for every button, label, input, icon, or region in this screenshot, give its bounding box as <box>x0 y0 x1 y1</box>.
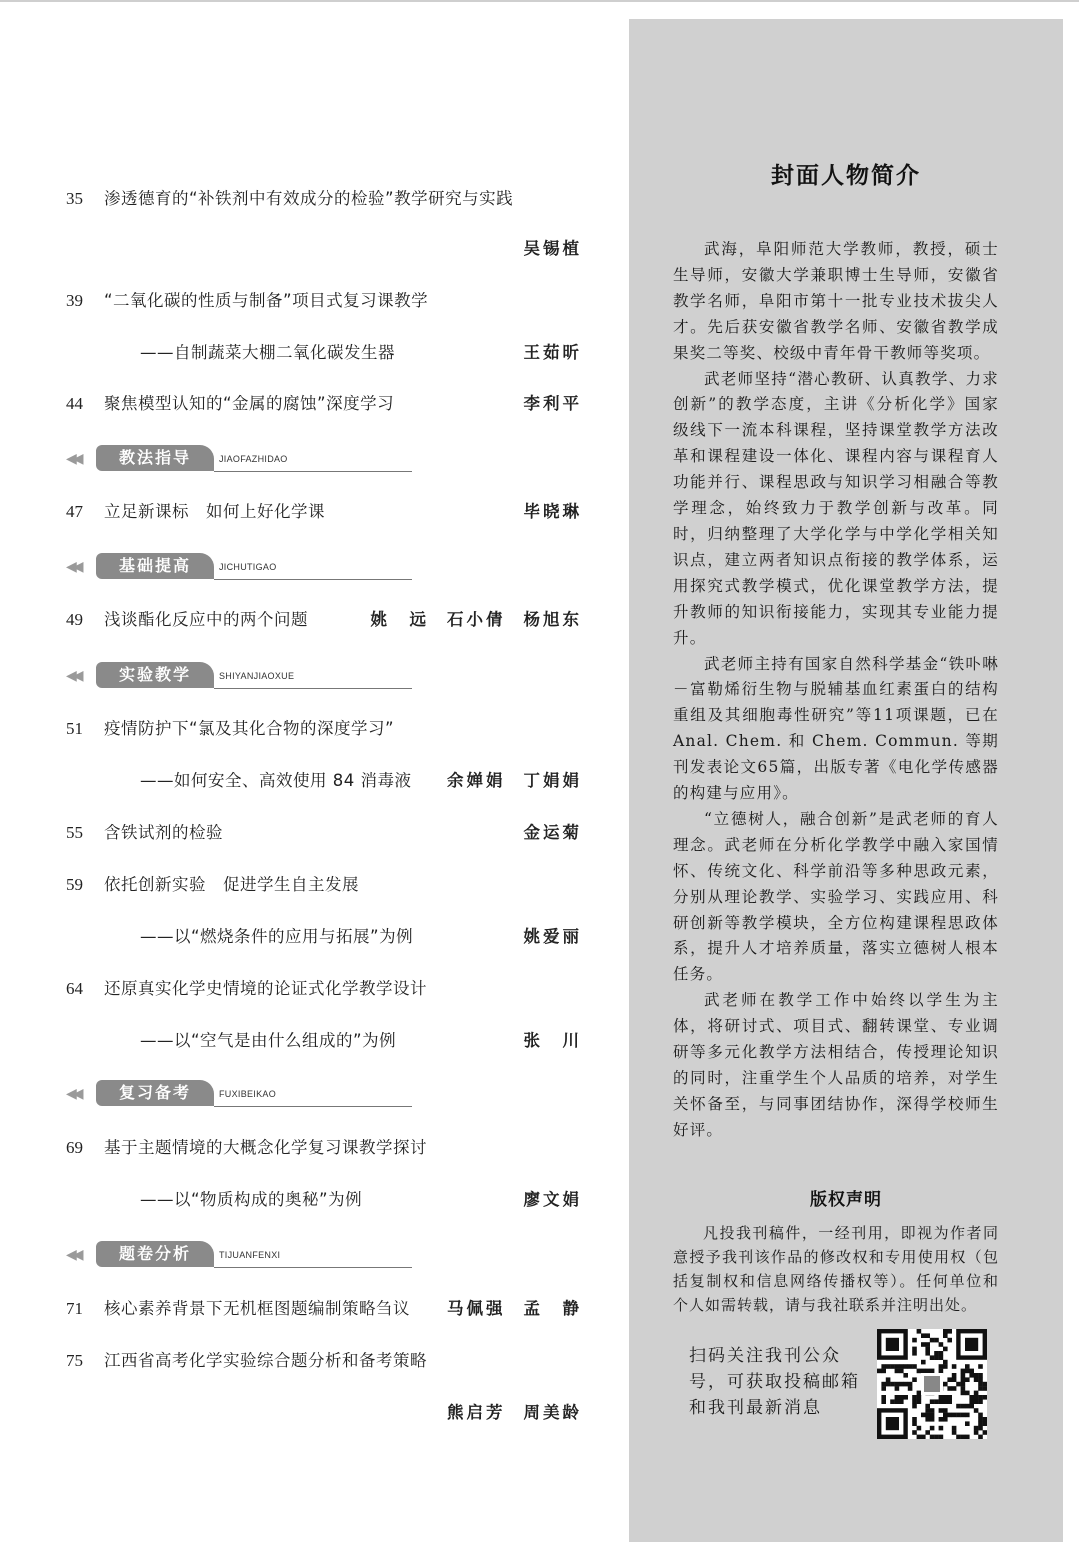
article-subtitle: ——以“空气是由什么组成的”为例 <box>140 1031 397 1050</box>
author-name: 熊启芳 <box>447 1403 506 1422</box>
toc-row[interactable] <box>66 605 586 635</box>
author-name: 廖文娟 <box>523 1190 582 1209</box>
double-arrow-icon: ◀◀ <box>66 1247 80 1263</box>
section-label: 实验教学 <box>96 662 214 688</box>
page-number: 64 <box>66 979 83 998</box>
page-number: 75 <box>66 1351 83 1370</box>
section-pinyin: JIAOFAZHIDAO <box>219 454 288 464</box>
section-rule <box>214 579 412 580</box>
bio-paragraph: “立德树人，融合创新”是武老师的育人理念。武老师在分析化学教学中融入家国情怀、传统文化、科学前沿等多种思政元素，分别从理论教学、实验学习、实践应用、科研创新等教学模块，全方位构建课程思政体系，提升人才培养质量，落实立德树人根本任务。 <box>673 809 999 984</box>
page-number: 55 <box>66 823 83 842</box>
section-rule <box>214 1106 412 1107</box>
article-title[interactable]: 渗透德育的“补铁剂中有效成分的检验”教学研究与实践 <box>104 189 514 208</box>
page-number: 51 <box>66 719 83 738</box>
page-number: 59 <box>66 875 83 894</box>
toc-row[interactable] <box>66 1294 586 1324</box>
section-pinyin: JICHUTIGAO <box>219 562 277 572</box>
section-label: 复习备考 <box>96 1080 214 1106</box>
toc-row[interactable] <box>66 766 586 796</box>
article-title[interactable]: “二氧化碳的性质与制备”项目式复习课教学 <box>104 291 429 310</box>
page-number: 49 <box>66 610 83 629</box>
double-arrow-icon: ◀◀ <box>66 451 80 467</box>
page-number: 39 <box>66 291 83 310</box>
author-name: 孟 静 <box>523 1299 582 1318</box>
article-authors <box>353 605 583 635</box>
author-name: 毕晓琳 <box>523 502 582 521</box>
toc-row[interactable] <box>66 389 586 419</box>
author-name: 张 川 <box>523 1031 582 1050</box>
bio-paragraph: 武老师主持有国家自然科学基金“铁卟啉－富勒烯衍生物与脱辅基血红素蛋白的结构重组及其细胞毒性研究”等11项课题，已在 Anal. Chem. 和 Chem. Commun. 等期刊发表论文65篇，出版专著《电化学传感器的构建与应用》。 <box>673 654 999 803</box>
section-header <box>66 1241 412 1271</box>
page-number: 35 <box>66 189 83 208</box>
author-name: 余婵娟 <box>447 771 506 790</box>
author-name: 周美龄 <box>523 1403 582 1422</box>
toc-row[interactable] <box>66 818 586 848</box>
author-name: 王茹昕 <box>523 343 582 362</box>
article-subtitle: ——以“物质构成的奥秘”为例 <box>140 1190 363 1209</box>
cover-person-sidebar <box>629 19 1063 1542</box>
article-title[interactable]: 立足新课标 如何上好化学课 <box>104 502 325 521</box>
section-label: 题卷分析 <box>96 1241 214 1267</box>
article-title[interactable]: 核心素养背景下无机框图题编制策略刍议 <box>104 1299 410 1318</box>
article-authors <box>429 1294 582 1324</box>
toc-row[interactable] <box>66 338 586 368</box>
double-arrow-icon: ◀◀ <box>66 1086 80 1102</box>
section-rule <box>214 471 412 472</box>
bio-paragraph: 武老师在教学工作中始终以学生为主体，将研讨式、项目式、翻转课堂、专业调研等多元化教学方法相结合，传授理论知识的同时，注重学生个人品质的培养，对学生关怀备至，与同事团结协作，深得学校师生好评。 <box>673 991 999 1139</box>
author-name: 姚 远 <box>370 610 429 629</box>
author-name: 马佩强 <box>447 1299 506 1318</box>
page-number: 69 <box>66 1138 83 1157</box>
article-title[interactable]: 依托创新实验 促进学生自主发展 <box>104 875 359 894</box>
article-authors <box>429 766 582 796</box>
article-subtitle: ——自制蔬菜大棚二氧化碳发生器 <box>140 343 395 362</box>
section-header <box>66 445 412 475</box>
section-pinyin: FUXIBEIKAO <box>219 1089 277 1099</box>
page-number: 47 <box>66 502 83 521</box>
section-header <box>66 662 412 692</box>
toc-row[interactable] <box>66 870 586 900</box>
author-name: 姚爱丽 <box>523 927 582 946</box>
article-title[interactable]: 浅谈酯化反应中的两个问题 <box>104 610 308 629</box>
article-authors <box>506 234 583 264</box>
section-header <box>66 1080 412 1110</box>
article-authors <box>429 1398 582 1428</box>
section-header <box>66 553 412 583</box>
section-pinyin: TIJUANFENXI <box>219 1250 281 1260</box>
author-name: 丁娟娟 <box>523 771 582 790</box>
article-authors <box>506 338 583 368</box>
article-subtitle: ——如何安全、高效使用 84 消毒液 <box>140 771 412 790</box>
article-authors <box>506 1185 583 1215</box>
double-arrow-icon: ◀◀ <box>66 668 80 684</box>
article-authors <box>506 389 583 419</box>
article-subtitle: ——以“燃烧条件的应用与拓展”为例 <box>140 927 414 946</box>
toc-row[interactable] <box>66 286 586 316</box>
author-name: 李利平 <box>523 394 582 413</box>
article-authors <box>506 922 583 952</box>
toc-row[interactable] <box>66 1185 586 1215</box>
article-title[interactable]: 疫情防护下“氯及其化合物的深度学习” <box>104 719 395 738</box>
qr-code-icon[interactable] <box>877 1329 987 1439</box>
section-label: 教法指导 <box>96 445 214 471</box>
article-title[interactable]: 基于主题情境的大概念化学复习课教学探讨 <box>104 1138 427 1157</box>
toc-row[interactable] <box>66 1346 586 1376</box>
bio-paragraph: 武老师坚持“潜心教研、认真教学、力求创新”的教学态度，主讲《分析化学》国家级线下一流本科课程，坚持课堂教学方法改革和课程建设一体化、课程内容与课程育人功能并行、课程思政与知识学习相融合等教学理念，始终致力于教学创新与改革。同时，归纳整理了大学化学与中学化学相关知识点，建立两者知识点衔接的教学体系，运用探究式教学模式，优化课堂教学方法，提升教师的知识衔接能力，实现其专业能力提升。 <box>673 369 999 647</box>
article-authors <box>506 497 583 527</box>
section-pinyin: SHIYANJIAOXUE <box>219 671 295 681</box>
copyright-heading: 版权声明 <box>810 1190 882 1210</box>
author-name: 吴锡植 <box>523 239 582 258</box>
section-label: 基础提高 <box>96 553 214 579</box>
bio-paragraph: 武海，阜阳师范大学教师，教授，硕士生导师，安徽大学兼职博士生导师，安徽省教学名师，阜阳市第十一批专业技术拔尖人才。先后获安徽省教学名师、安徽省教学成果奖二等奖、校级中青年骨干教师等奖项。 <box>673 240 999 362</box>
double-arrow-icon: ◀◀ <box>66 559 80 575</box>
qr-caption: 扫码关注我刊公众号，可获取投稿邮箱和我刊最新消息 <box>689 1346 860 1418</box>
toc-row[interactable] <box>66 1398 586 1428</box>
toc-row[interactable] <box>66 1133 586 1163</box>
toc-row[interactable] <box>66 714 586 744</box>
article-title[interactable]: 含铁试剂的检验 <box>104 823 223 842</box>
sidebar-heading: 封面人物简介 <box>771 162 921 189</box>
copyright-text: 凡投我刊稿件，一经刊用，即视为作者同意授予我刊该作品的修改权和专用使用权（包括复制权和信息网络传播权等）。任何单位和个人如需转载，请与我社联系并注明出处。 <box>673 1224 999 1314</box>
toc-row[interactable] <box>66 922 586 952</box>
article-title[interactable]: 聚焦模型认知的“金属的腐蚀”深度学习 <box>104 394 395 413</box>
author-name: 杨旭东 <box>523 610 582 629</box>
toc-row[interactable] <box>66 184 586 214</box>
toc-row[interactable] <box>66 1026 586 1056</box>
toc-row[interactable] <box>66 234 586 264</box>
section-rule <box>214 688 412 689</box>
article-authors <box>506 1026 583 1056</box>
article-authors <box>506 818 583 848</box>
bio-text <box>673 237 999 1144</box>
toc-row[interactable] <box>66 497 586 527</box>
article-title[interactable]: 还原真实化学史情境的论证式化学教学设计 <box>104 979 427 998</box>
page-number: 44 <box>66 394 83 413</box>
section-rule <box>214 1267 412 1268</box>
toc-row[interactable] <box>66 974 586 1004</box>
article-title[interactable]: 江西省高考化学实验综合题分析和备考策略 <box>104 1351 427 1370</box>
author-name: 金运菊 <box>523 823 582 842</box>
author-name: 石小倩 <box>447 610 506 629</box>
page-number: 71 <box>66 1299 83 1318</box>
